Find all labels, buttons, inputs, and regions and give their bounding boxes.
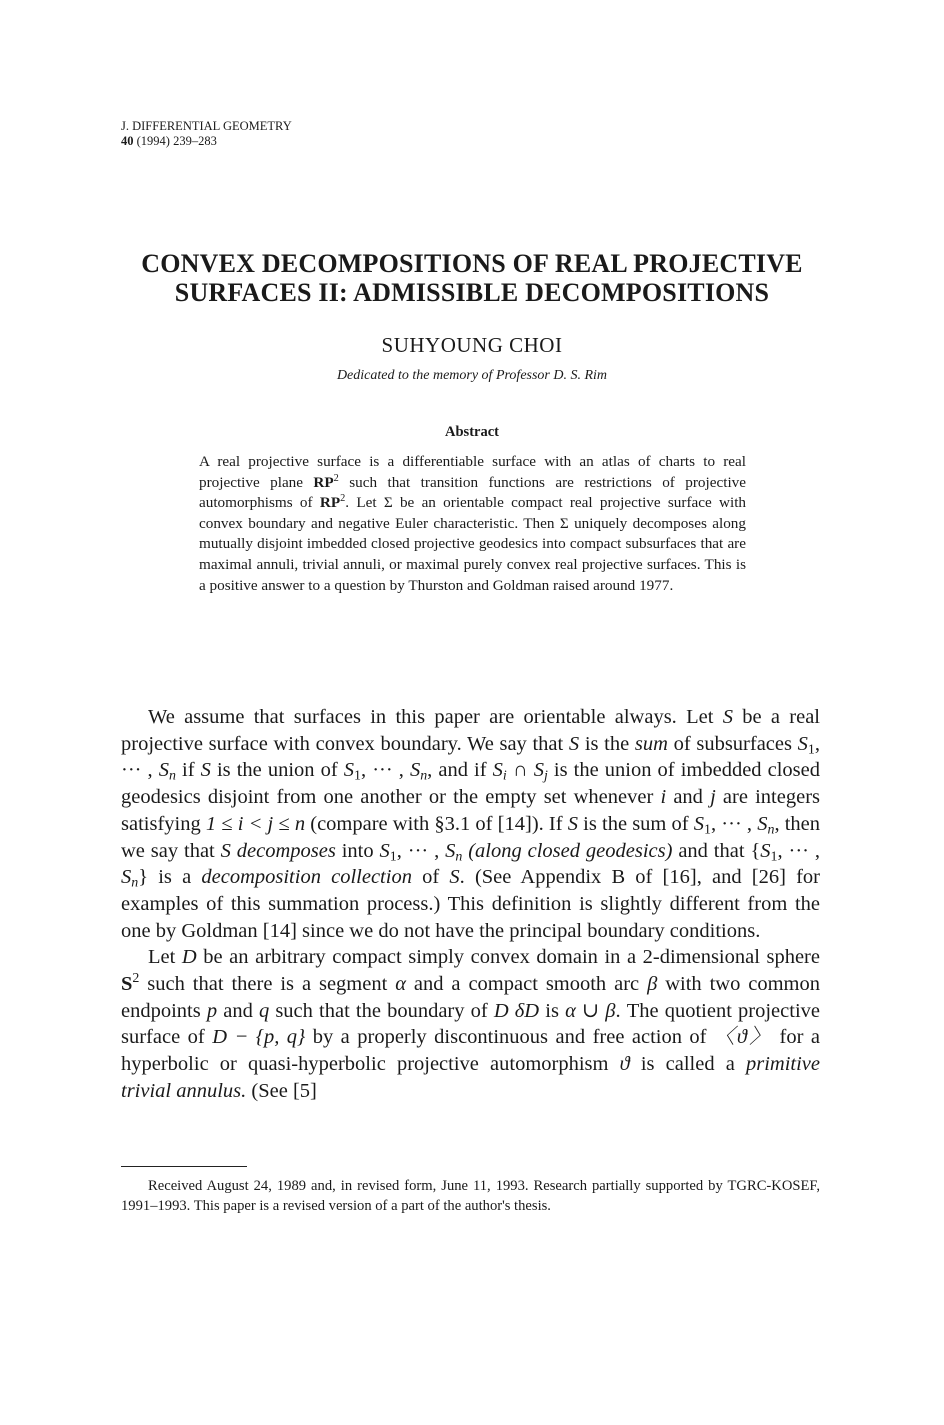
journal-header (121, 119, 292, 149)
rp-exponent: 2 (333, 472, 339, 484)
math-S: S (757, 812, 768, 835)
math-S: S (760, 839, 771, 862)
math-D: D (181, 946, 197, 969)
brace: } (138, 866, 149, 889)
term-along-closed-geodesics: (along closed geodesics) (468, 839, 673, 862)
math-alpha: α (395, 973, 406, 996)
rp-symbol: RP (319, 494, 341, 512)
text: is (539, 999, 566, 1022)
math-S: S (200, 759, 211, 782)
math-p: p (206, 999, 218, 1022)
text: such that the boundary of (269, 999, 494, 1022)
term-primitive-trivial-annulus: primitive trivial annulus. (121, 1053, 820, 1102)
abstract-text (199, 452, 746, 596)
math-S: S (379, 839, 390, 862)
term-sum: sum (634, 732, 668, 755)
math-beta: β (647, 973, 658, 996)
rp-exponent: 2 (340, 493, 346, 505)
math-theta: ϑ (619, 1053, 630, 1076)
text: , ··· , (361, 759, 410, 782)
subscript: n (455, 849, 463, 864)
text: is called a (629, 1053, 746, 1076)
math-q: q (258, 999, 270, 1022)
abs-seg2: such that transition functions are restrictions of projective automorphisms of (199, 473, 746, 512)
text: for a hyperbolic or quasi-hyperbolic projective automorphism (121, 1026, 820, 1076)
math-S: S (567, 812, 578, 835)
text: of (411, 866, 450, 889)
math-S: S (343, 759, 355, 782)
math-S: S (449, 866, 460, 889)
journal-volume-line (121, 134, 292, 149)
math-S: S (158, 759, 170, 782)
subscript: n (420, 768, 428, 784)
text: , then we say that (121, 812, 821, 862)
math-D-minus-pq: D − {p, q} (212, 1026, 306, 1049)
text: if (175, 759, 201, 782)
math-inequality: 1 ≤ i < j ≤ n (205, 812, 306, 835)
superscript: 2 (132, 971, 140, 987)
text: into (335, 839, 380, 862)
rp-symbol: RP (313, 473, 334, 491)
math-S: S (533, 759, 544, 782)
math-i: i (660, 786, 667, 809)
subscript: 1 (389, 849, 397, 864)
paragraph-2 (121, 944, 820, 1104)
text: are integers satisfying (121, 786, 821, 835)
math-S: S (121, 866, 132, 889)
text: and (666, 786, 711, 809)
text: and a compact smooth arc (405, 973, 648, 996)
text: is the (579, 732, 635, 755)
text: such that there is a segment (139, 973, 396, 996)
body-text (121, 704, 820, 1105)
text: is a (148, 866, 202, 889)
footnote: Received August 24, 1989 and, in revised form, June 11, 1993. Research partially supported by TGRC-KOSEF, 1991–1993. This paper is a revised version of a part of the author's thesis. (121, 1178, 820, 1214)
text: is the union of imbedded closed geodesics disjoint from one another or the empty set whenever (121, 759, 820, 809)
text: and (217, 999, 259, 1022)
abstract-heading: Abstract (445, 424, 499, 440)
text: is the union of (210, 759, 344, 782)
text: Let (148, 946, 182, 969)
abs-seg1: A real projective surface is a differentiable surface with an atlas of charts to real projective plane (199, 453, 746, 491)
math-union: α ∪ β (565, 999, 616, 1022)
text: , ··· , (711, 812, 758, 835)
text: , and if (427, 759, 493, 782)
title-line-2: SURFACES II: ADMISSIBLE DECOMPOSITIONS (174, 278, 770, 307)
text: , ··· , (121, 732, 820, 782)
subscript: n (767, 822, 775, 838)
text: be a real projective surface with convex boundary. We say that (121, 706, 820, 755)
text: is the sum of (578, 812, 694, 835)
text: ∩ (506, 759, 534, 782)
brace: { (750, 839, 761, 862)
subscript: 1 (770, 849, 778, 864)
paragraph-1 (121, 704, 820, 944)
subscript: j (543, 768, 548, 784)
text: (See [5] (246, 1079, 317, 1102)
author-name: SUHYOUNG CHOI (381, 333, 563, 357)
subscript: n (131, 875, 139, 891)
math-S: S (797, 732, 808, 755)
text: by a properly discontinuous and free action of (305, 1026, 714, 1049)
math-S: S (445, 839, 456, 862)
math-S: S (492, 759, 503, 782)
subscript: 1 (704, 822, 711, 838)
abs-seg3: . Let Σ be an orientable compact real projective surface with convex boundary and negative Euler characteristic. Then Σ uniquely decomposes along mutually disjoint imbedded closed projective geodesics into compact subsurfaces that are maximal annuli, trivial annuli, or maximal purely convex real projective surfaces. This is a positive answer to a question by Thurston and Goldman raised around 1977. (199, 494, 747, 594)
journal-year-pages: (1994) 239–283 (136, 134, 217, 148)
text: be an arbitrary compact simply convex domain in a 2-dimensional sphere (196, 946, 820, 969)
subscript: n (169, 768, 176, 784)
title-line-1: CONVEX DECOMPOSITIONS OF REAL PROJECTIVE (141, 249, 803, 278)
text: , ··· , (396, 839, 446, 862)
paper-title (100, 249, 844, 307)
text: of subsurfaces (667, 732, 798, 755)
text: . The quotient projective surface of (121, 999, 820, 1049)
subscript: i (502, 768, 507, 784)
text: We assume that surfaces in this paper are orientable always. Let (148, 706, 723, 728)
journal-name: J. DIFFERENTIAL GEOMETRY (121, 119, 292, 133)
math-S: S (693, 812, 705, 835)
term-decomposition-collection: decomposition collection (201, 866, 412, 889)
math-boundary: δD (514, 999, 540, 1022)
math-S: S (568, 732, 580, 755)
math-S: S (722, 706, 733, 728)
text: with two common endpoints (121, 973, 820, 1022)
term-decomposes: decomposes (236, 839, 336, 862)
text: , ··· , (777, 839, 821, 862)
text: and that (672, 839, 751, 862)
subscript: 1 (354, 768, 361, 784)
math-S: S (409, 759, 421, 782)
math-theta-group: 〈ϑ〉 (713, 1026, 773, 1049)
math-D: D (493, 999, 509, 1022)
text: (compare with §3.1 of [14]). If (305, 812, 568, 835)
dedication: Dedicated to the memory of Professor D. S. Rim (336, 368, 608, 383)
subscript: 1 (807, 742, 815, 758)
math-sphere: S (121, 973, 133, 996)
journal-volume: 40 (121, 134, 134, 148)
footnote-rule (121, 1166, 247, 1167)
text: . (See Appendix B of [16], and [26] for examples of this summation process.) This definition is slightly different from the one by Goldman [14] since we do not have the principal boundary conditions. (121, 866, 821, 942)
math-j: j (710, 786, 716, 809)
math-S: S (220, 839, 231, 862)
